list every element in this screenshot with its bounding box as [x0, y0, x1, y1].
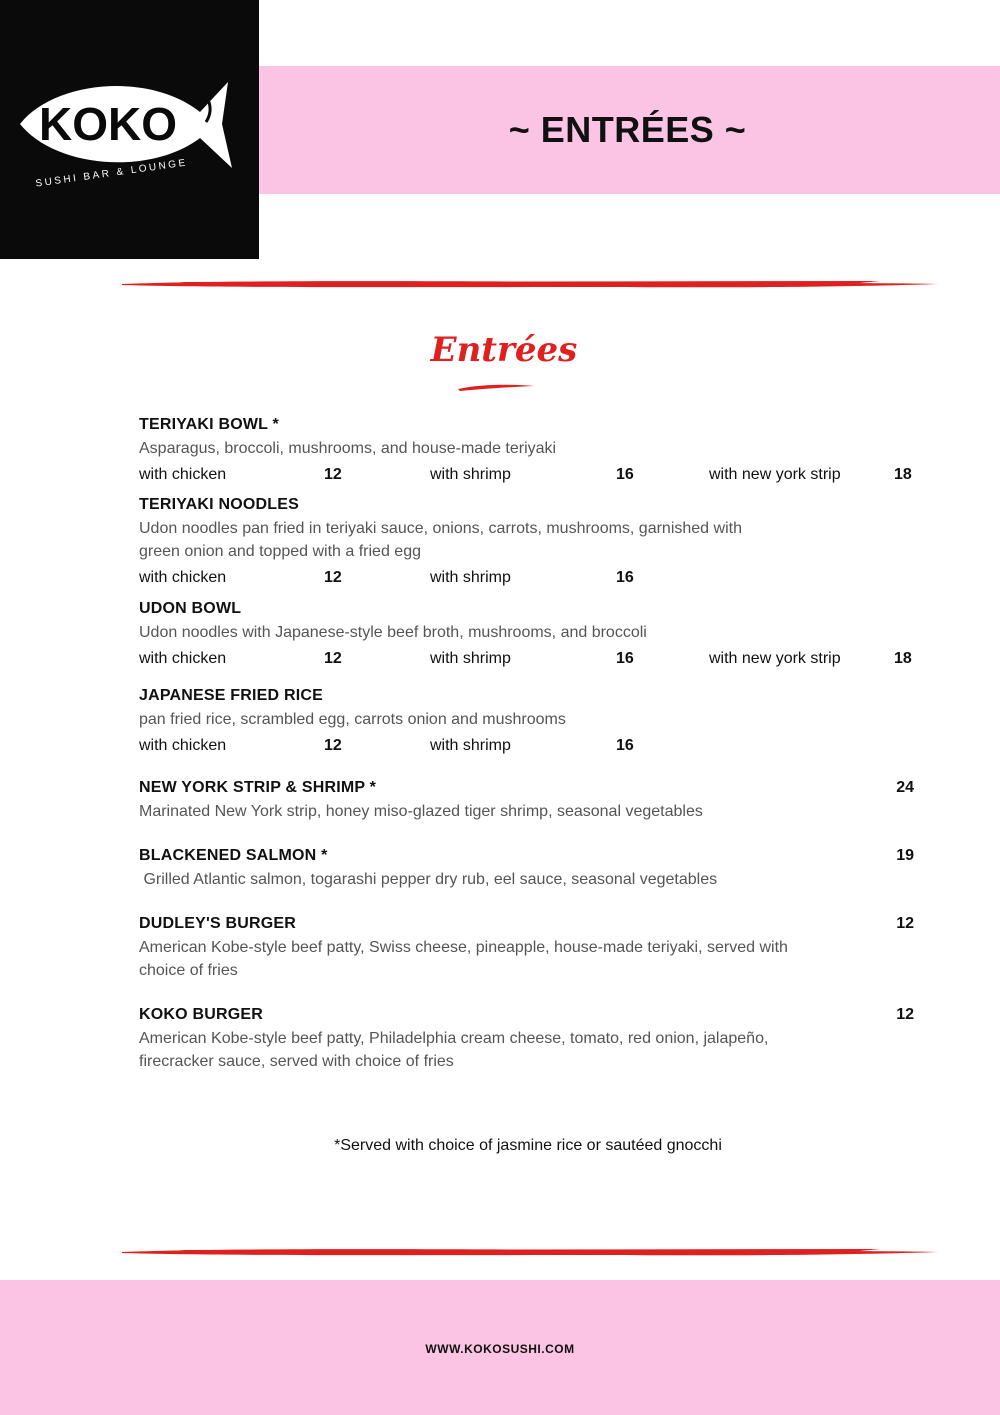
option-price: 16 — [616, 466, 634, 483]
item-name: TERIYAKI NOODLES — [139, 496, 299, 513]
item-price: 12 — [896, 915, 914, 932]
option-label: with chicken — [139, 466, 227, 483]
item-name: TERIYAKI BOWL * — [139, 416, 279, 433]
menu-item-new-york-strip-shrimp — [139, 776, 919, 823]
item-description: Asparagus, broccoli, mushrooms, and house-made teriyaki — [139, 440, 557, 457]
item-name: UDON BOWL — [139, 600, 242, 617]
item-options — [139, 565, 919, 591]
logo-text: KOKO — [39, 98, 177, 150]
item-options — [139, 646, 919, 672]
option-label: with new york strip — [709, 650, 841, 667]
page-title: ~ ENTRÉES ~ — [508, 109, 747, 150]
footnote: *Served with choice of jasmine rice or sautéed gnocchi — [334, 1137, 722, 1154]
item-name: JAPANESE FRIED RICE — [139, 687, 323, 704]
option-label: with chicken — [139, 650, 227, 667]
menu-item-dudleys-burger — [139, 912, 919, 982]
option-label: with shrimp — [430, 737, 511, 754]
item-description: American Kobe-style beef patty, Philadelphia cream cheese, tomato, red onion, jalapeño, firecracker sauce, served with choice of fries — [139, 1030, 769, 1070]
option-label: with chicken — [139, 737, 227, 754]
item-name: NEW YORK STRIP & SHRIMP * — [139, 779, 377, 796]
menu-item-japanese-fried-rice — [139, 684, 919, 759]
item-price: 24 — [896, 779, 914, 796]
option-price: 18 — [894, 650, 912, 667]
item-price: 12 — [896, 1006, 914, 1023]
option-label: with new york strip — [709, 466, 841, 483]
menu-item-teriyaki-noodles — [139, 493, 919, 591]
option-price: 12 — [324, 466, 342, 483]
option-price: 16 — [616, 650, 634, 667]
section-title: Entrées — [430, 330, 578, 370]
logo — [0, 0, 259, 259]
brush-divider-bottom — [120, 1245, 940, 1259]
option-price: 12 — [324, 737, 342, 754]
option-price: 12 — [324, 650, 342, 667]
option-label: with chicken — [139, 569, 227, 586]
item-name: KOKO BURGER — [139, 1006, 263, 1023]
item-name: BLACKENED SALMON * — [139, 847, 328, 864]
menu-item-udon-bowl — [139, 597, 919, 672]
option-price: 18 — [894, 466, 912, 483]
logo-tagline: SUSHI BAR & LOUNGE — [34, 157, 189, 190]
website-link[interactable]: WWW.KOKOSUSHI.COM — [425, 1342, 575, 1356]
option-price: 16 — [616, 569, 634, 586]
option-label: with shrimp — [430, 650, 511, 667]
option-price: 12 — [324, 569, 342, 586]
item-description: Marinated New York strip, honey miso-glazed tiger shrimp, seasonal vegetables — [139, 803, 703, 820]
fish-logo-icon — [0, 0, 259, 259]
item-price: 19 — [896, 847, 914, 864]
item-name: DUDLEY'S BURGER — [139, 915, 297, 932]
menu-item-blackened-salmon — [139, 844, 919, 891]
item-options — [139, 733, 919, 759]
brush-divider-top — [120, 277, 940, 291]
option-label: with shrimp — [430, 569, 511, 586]
item-description: Udon noodles with Japanese-style beef broth, mushrooms, and broccoli — [139, 624, 647, 641]
item-options — [139, 462, 919, 488]
item-description: pan fried rice, scrambled egg, carrots onion and mushrooms — [139, 711, 566, 728]
option-label: with shrimp — [430, 466, 511, 483]
option-price: 16 — [616, 737, 634, 754]
item-description: Grilled Atlantic salmon, togarashi pepper dry rub, eel sauce, seasonal vegetables — [139, 871, 718, 888]
item-description: Udon noodles pan fried in teriyaki sauce, onions, carrots, mushrooms, garnished with green onion and topped with a fried egg — [139, 520, 742, 560]
item-description: American Kobe-style beef patty, Swiss cheese, pineapple, house-made teriyaki, served with choice of fries — [139, 939, 788, 979]
menu-item-koko-burger — [139, 1003, 919, 1073]
section-underline — [456, 381, 536, 393]
menu-item-teriyaki-bowl — [139, 413, 919, 488]
